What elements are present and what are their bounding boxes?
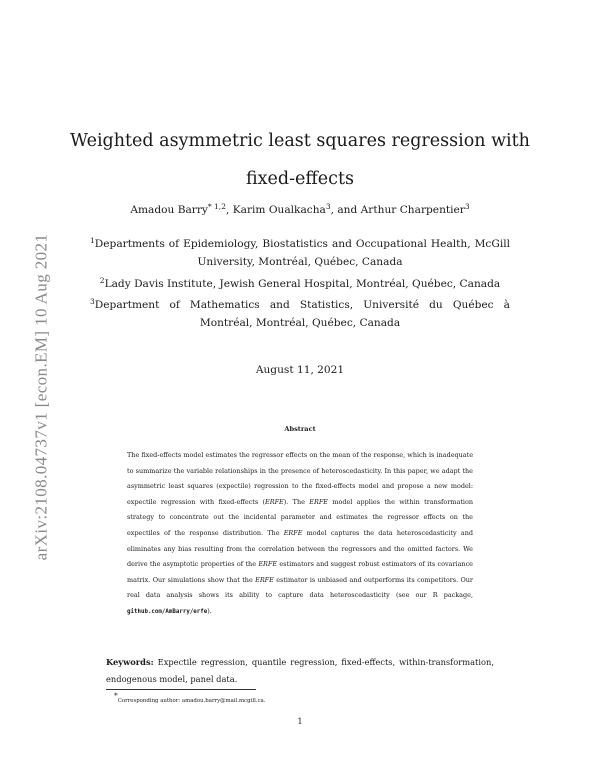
author-name: Karim Oualkacha: [232, 204, 326, 216]
affiliation-mark: 2: [99, 275, 105, 285]
keywords-text: Expectile regression, quantile regression, fixed-effects, within-transformation, endogenous model, panel data.: [106, 657, 494, 684]
paper-title: [70, 122, 530, 198]
paper-date: August 11, 2021: [255, 364, 345, 376]
title-line-2: fixed-effects: [246, 169, 354, 189]
affiliation: [90, 272, 510, 293]
title-line-1: Weighted asymmetric least squares regression with: [70, 131, 530, 151]
abstract-text: estimator is unbiased and outperforms its competitors. Our real data analysis shows its ability to capture data heteroscedasticity (see our R package,: [127, 575, 473, 600]
keywords: [106, 654, 494, 688]
footnote-rule: [106, 689, 256, 690]
package-link[interactable]: github.com/AmBarry/erfe: [127, 608, 208, 615]
affiliation-text: Department of Mathematics and Statistics, Université du Québec à Montréal, Montréal, Québec, Canada: [94, 298, 510, 330]
affiliation-list: [90, 232, 510, 332]
abstract-body: [127, 448, 473, 621]
model-name: ERFE: [255, 575, 274, 584]
author-separator: ,: [225, 204, 233, 216]
model-name: ERFE: [258, 560, 278, 569]
arxiv-identifier: arXiv:2108.04737v1 [econ.EM] 10 Aug 2021: [31, 233, 50, 561]
abstract-text: model applies the within transformation strategy to concentrate out the incidental parameter and estimates the regressor effects on the expectiles of the response distribution. The: [127, 497, 473, 537]
author-marks: 3: [325, 202, 331, 211]
model-name: ERFE: [309, 497, 328, 506]
model-name: ERFE: [265, 497, 284, 506]
keywords-label: Keywords:: [106, 657, 154, 667]
footnote: [114, 691, 265, 704]
abstract-text: ).: [207, 606, 212, 615]
affiliation-text: Lady Davis Institute, Jewish General Hospital, Montréal, Québec, Canada: [104, 277, 501, 290]
arxiv-sidebar: [24, 212, 58, 582]
abstract-text: ). The: [283, 497, 310, 506]
author-marks: * 1,2: [207, 202, 226, 211]
page-number: 1: [297, 716, 303, 726]
abstract-text: estimators and suggest robust estimators of its covariance matrix. Our simulations show that the: [127, 560, 473, 584]
author-name: Arthur Charpentier: [360, 204, 465, 216]
abstract-text: model captures the data heteroscedasticity and eliminates any bias resulting from the correlation between the regressors and the omitted factors. We derive the asymptotic properties of the: [127, 528, 473, 569]
affiliation-mark: 3: [90, 296, 95, 306]
author-name: Amadou Barry: [130, 204, 208, 216]
author-marks: 3: [464, 202, 470, 211]
affiliation-text: Departments of Epidemiology, Biostatistics and Occupational Health, McGill University, Montréal, Québec, Canada: [94, 238, 510, 269]
footnote-text: Corresponding author: amadou.barry@mail.mcgill.ca.: [117, 698, 266, 704]
abstract-text: The fixed-effects model estimates the regressor effects on the mean of the response, which is inadequate to summarize the variable relationships in the presence of heteroscedasticity. In this paper, we adapt the asymmetric least squares (expectile) regression to the fixed-effects model and propose a new model: expectile regression with fixed-effects (: [127, 451, 473, 506]
affiliation-mark: 1: [90, 236, 95, 245]
author-separator: , and: [330, 204, 361, 216]
affiliation: [90, 293, 510, 333]
abstract-heading: Abstract: [284, 425, 316, 433]
affiliation: [90, 232, 510, 272]
footnote-mark: *: [114, 691, 118, 700]
author-list: [70, 202, 530, 216]
model-name: ERFE: [283, 528, 303, 537]
